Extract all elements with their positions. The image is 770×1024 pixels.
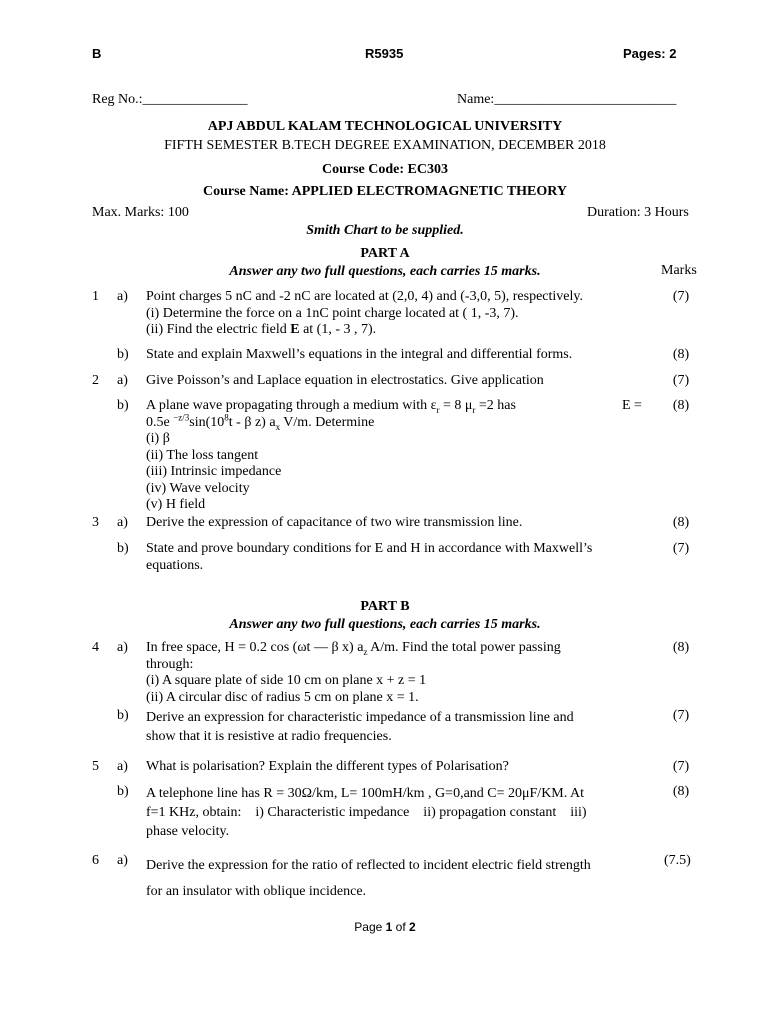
list-item: (i) β (146, 431, 170, 446)
question-line: Derive an expression for characteristic impedance of a transmission line and (146, 710, 574, 725)
question-number: 2 (92, 373, 99, 388)
question-line: State and prove boundary conditions for E and H in accordance with Maxwell’s (146, 541, 593, 556)
question-line: Point charges 5 nC and -2 nC are located at (2,0, 4) and (-3,0, 5), respectively. (146, 289, 583, 304)
subquestion-label: b) (117, 541, 129, 556)
subquestion-label: a) (117, 853, 128, 868)
paper-code: R5935 (365, 46, 404, 61)
subquestion-label: a) (117, 373, 128, 388)
question-2b-text (146, 398, 516, 514)
part-b-title: PART B (360, 599, 410, 614)
marks-value: (8) (672, 784, 690, 799)
exam-note: Smith Chart to be supplied. (306, 223, 464, 238)
subquestion-label: a) (117, 759, 128, 774)
subquestion-label: b) (117, 784, 129, 799)
question-line: phase velocity. (146, 824, 230, 839)
question-number: 4 (92, 640, 99, 655)
question-line: (ii) A circular disc of radius 5 cm on plane x = 1. (146, 689, 419, 705)
subquestion-label: b) (117, 347, 129, 362)
course-code: Course Code: EC303 (322, 162, 448, 177)
marks-value: (7) (672, 289, 690, 304)
reg-no-field: Reg No.:_______________ (92, 92, 248, 107)
question-line: In free space, H = 0.2 cos (ωt — β x) $a_z$ A/m. Find the total power passing (146, 640, 561, 657)
question-line: f=1 KHz, obtain: i) Characteristic impedance ii) propagation constant iii) (146, 805, 587, 820)
marks-value: (8) (672, 398, 690, 413)
question-5b-text (146, 784, 587, 841)
marks-value: (7) (672, 541, 690, 556)
question-6a-text (146, 853, 591, 905)
question-4a-text (146, 640, 561, 706)
course-name: Course Name: APPLIED ELECTROMAGNETIC THEORY (202, 184, 568, 199)
field-symbol: E = (622, 398, 642, 413)
subquestion-label: a) (117, 515, 128, 530)
set-code: B (92, 46, 102, 61)
pages-count: Pages: 2 (623, 46, 677, 61)
exam-title: FIFTH SEMESTER B.TECH DEGREE EXAMINATION, DECEMBER 2018 (164, 138, 606, 153)
list-item: (iii) Intrinsic impedance (146, 464, 282, 479)
question-line: (i) A square plate of side 10 cm on plane x + z = 1 (146, 673, 427, 688)
question-5a-text: What is polarisation? Explain the different types of Polarisation? (146, 759, 509, 774)
list-item: (v) H field (146, 497, 206, 512)
question-1a-text (146, 289, 583, 339)
marks-value: (8) (672, 347, 690, 362)
subquestion-label: a) (117, 289, 128, 304)
question-line: show that it is resistive at radio frequencies. (146, 729, 392, 744)
question-number: 1 (92, 289, 99, 304)
marks-value: (8) (672, 515, 690, 530)
question-number: 6 (92, 853, 99, 868)
duration: Duration: 3 Hours (587, 205, 689, 220)
question-3a-text: Derive the expression of capacitance of two wire transmission line. (146, 515, 523, 530)
question-line: Derive the expression for the ratio of reflected to incident electric field strength (146, 858, 591, 873)
question-number: 3 (92, 515, 99, 530)
question-line: for an insulator with oblique incidence. (146, 884, 367, 899)
subquestion-label: b) (117, 708, 129, 723)
page-footer: Page 1 of 2 (354, 920, 416, 934)
marks-value: (7) (672, 708, 690, 723)
subquestion-label: a) (117, 640, 128, 655)
question-line: A telephone line has R = 30Ω/km, L= 100mH/km , G=0,and C= 20μF/KM. At (146, 786, 584, 801)
subquestion-label: b) (117, 398, 129, 413)
part-a-instruction: Answer any two full questions, each carries 15 marks. (229, 264, 541, 279)
question-number: 5 (92, 759, 99, 774)
question-line: equations. (146, 557, 204, 573)
university-name: APJ ABDUL KALAM TECHNOLOGICAL UNIVERSITY (207, 119, 563, 134)
question-line: (i) Determine the force on a 1nC point charge located at ( 1, -3, 7). (146, 305, 519, 321)
max-marks: Max. Marks: 100 (92, 205, 189, 220)
question-line: (ii) Find the electric field E at (1, - 3 , 7). (146, 322, 377, 337)
question-line: A plane wave propagating through a medium with $\varepsilon_r = 8$ $\mu_r =2$ has (146, 398, 516, 415)
question-1b-text: State and explain Maxwell’s equations in the integral and differential forms. (146, 347, 573, 362)
part-b-instruction: Answer any two full questions, each carries 15 marks. (229, 617, 541, 632)
name-field: Name:__________________________ (457, 92, 677, 107)
marks-value: (7) (672, 759, 690, 774)
question-line: 0.5e $^{-z/3}\sin(10^8t$ - β z) $a_x$ V/m. Determine (146, 411, 375, 432)
list-item: (ii) The loss tangent (146, 447, 259, 463)
question-3b-text (146, 541, 592, 574)
question-2a-text: Give Poisson’s and Laplace equation in electrostatics. Give application (146, 373, 544, 388)
marks-column-header: Marks (661, 263, 697, 278)
list-item: (iv) Wave velocity (146, 480, 250, 496)
marks-value: (8) (672, 640, 690, 655)
part-a-title: PART A (360, 246, 410, 261)
marks-value: (7) (672, 373, 690, 388)
question-line: through: (146, 656, 194, 672)
question-4b-text (146, 708, 574, 746)
marks-value: (7.5) (664, 853, 691, 868)
